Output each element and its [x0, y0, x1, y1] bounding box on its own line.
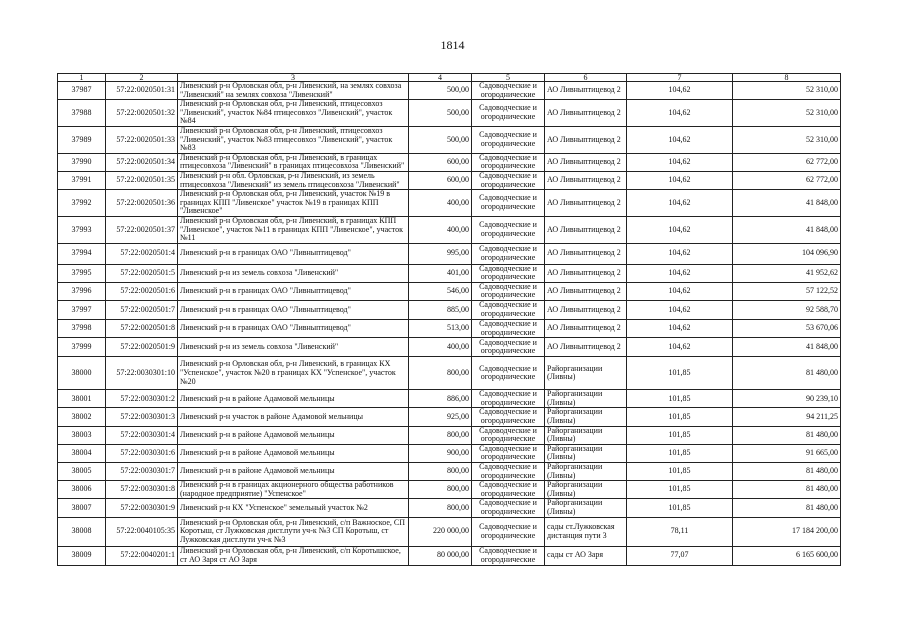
- table-row: [58, 426, 841, 444]
- cell-rate: 101,85: [627, 499, 733, 517]
- cell-row-number: 37996: [58, 282, 106, 300]
- cell-cadastral-value: 41 848,00: [733, 190, 841, 217]
- cell-land-use: Садоводческие и огороднические: [472, 320, 545, 338]
- cell-location: Ливенский р-н Орловская обл, р-н Ливенский, в границах птицесовхоза "Ливенский" в границах птицесовхоза "Ливенский": [178, 153, 409, 171]
- cell-owner: АО Ливныптицевод 2: [545, 216, 627, 243]
- cell-land-use: Садоводческие и огороднические: [472, 126, 545, 153]
- cell-row-number: 38001: [58, 390, 106, 408]
- cell-row-number: 38007: [58, 499, 106, 517]
- table-row: [58, 100, 841, 127]
- cell-location: Ливенский р-н Орловская обл, р-н Ливенский, участок №19 в границах КПП "Ливенское" участок №19 в границах КПП "Ливенское": [178, 190, 409, 217]
- cell-cadastral-value: 62 772,00: [733, 153, 841, 171]
- cell-rate: 104,62: [627, 126, 733, 153]
- cell-row-number: 37992: [58, 190, 106, 217]
- cell-area: 925,00: [409, 408, 472, 426]
- column-header: 4: [409, 74, 472, 82]
- cell-owner: АО Ливныптицевод 2: [545, 190, 627, 217]
- cell-cadastral-number: 57:22:0030301:6: [106, 444, 178, 462]
- cell-land-use: Садоводческие и огороднические: [472, 408, 545, 426]
- cell-cadastral-value: 81 480,00: [733, 357, 841, 390]
- cell-rate: 77,07: [627, 546, 733, 565]
- column-header: 2: [106, 74, 178, 82]
- table-header-row: [58, 74, 841, 82]
- cell-cadastral-number: 57:22:0040105:35: [106, 517, 178, 546]
- cell-land-use: Садоводческие и огороднические: [472, 357, 545, 390]
- cell-land-use: Садоводческие и огороднические: [472, 301, 545, 320]
- cell-rate: 104,62: [627, 216, 733, 243]
- cell-rate: 104,62: [627, 153, 733, 171]
- table-row: [58, 444, 841, 462]
- table-row: [58, 153, 841, 171]
- cell-row-number: 37990: [58, 153, 106, 171]
- cell-location: Ливенский р-н обл. Орловская, р-н Ливенский, из земель птицесовхоза "Ливенский" из земель птицесовхоза "Ливенский": [178, 171, 409, 189]
- cell-land-use: Садоводческие и огороднические: [472, 444, 545, 462]
- cell-owner: сады ст.Лужковская дистанция пути 3: [545, 517, 627, 546]
- cell-row-number: 37994: [58, 243, 106, 264]
- cell-rate: 101,85: [627, 481, 733, 499]
- cell-rate: 104,62: [627, 100, 733, 127]
- land-register-table: [57, 73, 841, 566]
- cell-land-use: Садоводческие и огороднические: [472, 463, 545, 481]
- cell-land-use: Садоводческие и огороднические: [472, 517, 545, 546]
- cell-area: 800,00: [409, 426, 472, 444]
- cell-cadastral-value: 62 772,00: [733, 171, 841, 189]
- cell-cadastral-number: 57:22:0020501:34: [106, 153, 178, 171]
- cell-area: 600,00: [409, 153, 472, 171]
- cell-cadastral-value: 53 670,06: [733, 320, 841, 338]
- cell-cadastral-number: 57:22:0030301:2: [106, 390, 178, 408]
- cell-row-number: 37995: [58, 264, 106, 282]
- cell-cadastral-number: 57:22:0030301:7: [106, 463, 178, 481]
- column-header: 1: [58, 74, 106, 82]
- cell-owner: Райорганизации (Ливны): [545, 481, 627, 499]
- cell-rate: 78,11: [627, 517, 733, 546]
- cell-cadastral-number: 57:22:0030301:3: [106, 408, 178, 426]
- cell-area: 900,00: [409, 444, 472, 462]
- cell-cadastral-value: 91 665,00: [733, 444, 841, 462]
- cell-owner: Райорганизации (Ливны): [545, 408, 627, 426]
- cell-location: Ливенский р-н в районе Адамовой мельницы: [178, 463, 409, 481]
- table-row: [58, 282, 841, 300]
- cell-area: 80 000,00: [409, 546, 472, 565]
- cell-cadastral-number: 57:22:0020501:37: [106, 216, 178, 243]
- cell-owner: АО Ливныптицевод 2: [545, 282, 627, 300]
- cell-owner: Райорганизации (Ливны): [545, 357, 627, 390]
- cell-row-number: 37989: [58, 126, 106, 153]
- cell-owner: АО Ливныптицевод 2: [545, 82, 627, 100]
- page-number: 1814: [440, 38, 465, 52]
- cell-owner: АО Ливныптицевод 2: [545, 338, 627, 357]
- cell-location: Ливенский р-н Орловская обл, р-н Ливенский, птицесовхоз "Ливенский", участок №84 птицесовхоз "Ливенский", участок №84: [178, 100, 409, 127]
- cell-cadastral-value: 52 310,00: [733, 126, 841, 153]
- cell-row-number: 38004: [58, 444, 106, 462]
- cell-land-use: Садоводческие и огороднические: [472, 82, 545, 100]
- cell-location: Ливенский р-н Орловская обл, р-н Ливенский, птицесовхоз "Ливенский", участок №83 птицесовхоз "Ливенский", участок №83: [178, 126, 409, 153]
- cell-owner: сады ст АО Заря: [545, 546, 627, 565]
- cell-land-use: Садоводческие и огороднические: [472, 264, 545, 282]
- table-row: [58, 499, 841, 517]
- cell-cadastral-value: 52 310,00: [733, 82, 841, 100]
- cell-location: Ливенский р-н в границах ОАО "Ливныптицевод": [178, 243, 409, 264]
- cell-cadastral-number: 57:22:0020501:33: [106, 126, 178, 153]
- cell-land-use: Садоводческие и огороднические: [472, 153, 545, 171]
- cell-cadastral-value: 41 848,00: [733, 216, 841, 243]
- cell-area: 513,00: [409, 320, 472, 338]
- cell-land-use: Садоводческие и огороднические: [472, 243, 545, 264]
- cell-location: Ливенский р-н в границах акционерного общества работников (народное предприятие) "Успенское": [178, 481, 409, 499]
- cell-area: 800,00: [409, 499, 472, 517]
- cell-cadastral-number: 57:22:0020501:6: [106, 282, 178, 300]
- cell-area: 400,00: [409, 216, 472, 243]
- cell-area: 401,00: [409, 264, 472, 282]
- cell-rate: 104,62: [627, 82, 733, 100]
- cell-owner: Райорганизации (Ливны): [545, 390, 627, 408]
- cell-row-number: 37998: [58, 320, 106, 338]
- cell-row-number: 38008: [58, 517, 106, 546]
- cell-rate: 104,62: [627, 282, 733, 300]
- cell-land-use: Садоводческие и огороднические: [472, 338, 545, 357]
- cell-location: Ливенский р-н Орловская обл, р-н Ливенский, на землях совхоза "Ливенский" на землях совхоза "Ливенский": [178, 82, 409, 100]
- cell-land-use: Садоводческие и огороднические: [472, 499, 545, 517]
- cell-area: 886,00: [409, 390, 472, 408]
- cell-location: Ливенский р-н в районе Адамовой мельницы: [178, 390, 409, 408]
- cell-location: Ливенский р-н в районе Адамовой мельницы: [178, 426, 409, 444]
- cell-row-number: 38002: [58, 408, 106, 426]
- cell-row-number: 38000: [58, 357, 106, 390]
- cell-owner: Райорганизации (Ливны): [545, 499, 627, 517]
- cell-owner: АО Ливныптицевод 2: [545, 153, 627, 171]
- column-header: 7: [627, 74, 733, 82]
- cell-area: 800,00: [409, 357, 472, 390]
- cell-owner: АО Ливныптицевод 2: [545, 301, 627, 320]
- cell-cadastral-number: 57:22:0030301:10: [106, 357, 178, 390]
- column-header: 6: [545, 74, 627, 82]
- cell-cadastral-value: 94 211,25: [733, 408, 841, 426]
- cell-area: 995,00: [409, 243, 472, 264]
- table-row: [58, 216, 841, 243]
- cell-location: Ливенский р-н участок в районе Адамовой мельницы: [178, 408, 409, 426]
- cell-cadastral-value: 52 310,00: [733, 100, 841, 127]
- cell-cadastral-value: 90 239,10: [733, 390, 841, 408]
- cell-row-number: 38006: [58, 481, 106, 499]
- cell-cadastral-value: 81 480,00: [733, 481, 841, 499]
- cell-area: 885,00: [409, 301, 472, 320]
- column-header: 8: [733, 74, 841, 82]
- cell-owner: Райорганизации (Ливны): [545, 426, 627, 444]
- table-row: [58, 517, 841, 546]
- cell-cadastral-number: 57:22:0040201:1: [106, 546, 178, 565]
- cell-row-number: 37991: [58, 171, 106, 189]
- cell-cadastral-value: 41 848,00: [733, 338, 841, 357]
- cell-location: Ливенский р-н Орловская обл, р-н Ливенский, с/п Коротышское, ст АО Заря ст АО Заря: [178, 546, 409, 565]
- cell-location: Ливенский р-н Орловская обл, р-н Ливенский, в границах КПП "Ливенское", участок №11 в границах КПП "Ливенское", участок №11: [178, 216, 409, 243]
- cell-row-number: 37988: [58, 100, 106, 127]
- cell-cadastral-number: 57:22:0020501:31: [106, 82, 178, 100]
- table-row: [58, 481, 841, 499]
- cell-rate: 104,62: [627, 264, 733, 282]
- cell-land-use: Садоводческие и огороднические: [472, 282, 545, 300]
- cell-location: Ливенский р-н в районе Адамовой мельницы: [178, 444, 409, 462]
- cell-cadastral-value: 92 588,70: [733, 301, 841, 320]
- cell-owner: Райорганизации (Ливны): [545, 444, 627, 462]
- cell-area: 500,00: [409, 100, 472, 127]
- cell-rate: 101,85: [627, 408, 733, 426]
- cell-rate: 101,85: [627, 444, 733, 462]
- table-row: [58, 320, 841, 338]
- cell-row-number: 38005: [58, 463, 106, 481]
- cell-location: Ливенский р-н из земель совхоза "Ливенский": [178, 264, 409, 282]
- cell-land-use: Садоводческие и огороднические: [472, 390, 545, 408]
- cell-rate: 104,62: [627, 171, 733, 189]
- cell-cadastral-number: 57:22:0020501:4: [106, 243, 178, 264]
- cell-area: 220 000,00: [409, 517, 472, 546]
- cell-area: 400,00: [409, 190, 472, 217]
- table-row: [58, 82, 841, 100]
- table-row: [58, 338, 841, 357]
- column-header: 5: [472, 74, 545, 82]
- cell-cadastral-number: 57:22:0030301:4: [106, 426, 178, 444]
- cell-location: Ливенский р-н в границах ОАО "Ливныптицевод": [178, 301, 409, 320]
- cell-cadastral-number: 57:22:0020501:9: [106, 338, 178, 357]
- cell-owner: АО Ливныптицевод 2: [545, 243, 627, 264]
- cell-cadastral-number: 57:22:0020501:8: [106, 320, 178, 338]
- cell-cadastral-number: 57:22:0030301:9: [106, 499, 178, 517]
- cell-land-use: Садоводческие и огороднические: [472, 426, 545, 444]
- cell-cadastral-number: 57:22:0020501:5: [106, 264, 178, 282]
- table-row: [58, 408, 841, 426]
- cell-land-use: Садоводческие и огороднические: [472, 546, 545, 565]
- cell-cadastral-value: 57 122,52: [733, 282, 841, 300]
- table-row: [58, 190, 841, 217]
- cell-row-number: 37987: [58, 82, 106, 100]
- cell-cadastral-value: 17 184 200,00: [733, 517, 841, 546]
- table-row: [58, 126, 841, 153]
- cell-cadastral-number: 57:22:0020501:32: [106, 100, 178, 127]
- cell-rate: 101,85: [627, 390, 733, 408]
- cell-land-use: Садоводческие и огороднические: [472, 171, 545, 189]
- cell-cadastral-value: 81 480,00: [733, 426, 841, 444]
- cell-location: Ливенский р-н из земель совхоза "Ливенский": [178, 338, 409, 357]
- cell-rate: 104,62: [627, 243, 733, 264]
- cell-cadastral-number: 57:22:0020501:35: [106, 171, 178, 189]
- cell-area: 800,00: [409, 481, 472, 499]
- cell-row-number: 38003: [58, 426, 106, 444]
- cell-land-use: Садоводческие и огороднические: [472, 100, 545, 127]
- table-row: [58, 463, 841, 481]
- cell-row-number: 37999: [58, 338, 106, 357]
- cell-land-use: Садоводческие и огороднические: [472, 481, 545, 499]
- cell-rate: 101,85: [627, 426, 733, 444]
- table-row: [58, 390, 841, 408]
- cell-rate: 104,62: [627, 320, 733, 338]
- cell-area: 500,00: [409, 126, 472, 153]
- cell-cadastral-value: 81 480,00: [733, 499, 841, 517]
- cell-cadastral-number: 57:22:0020501:7: [106, 301, 178, 320]
- cell-rate: 104,62: [627, 190, 733, 217]
- cell-row-number: 37997: [58, 301, 106, 320]
- cell-row-number: 37993: [58, 216, 106, 243]
- cell-owner: АО Ливныптицевод 2: [545, 320, 627, 338]
- cell-cadastral-value: 81 480,00: [733, 463, 841, 481]
- cell-area: 400,00: [409, 338, 472, 357]
- table-row: [58, 546, 841, 565]
- cell-row-number: 38009: [58, 546, 106, 565]
- cell-rate: 104,62: [627, 301, 733, 320]
- cell-owner: Райорганизации (Ливны): [545, 463, 627, 481]
- cell-rate: 101,85: [627, 463, 733, 481]
- cell-cadastral-number: 57:22:0020501:36: [106, 190, 178, 217]
- cell-cadastral-value: 6 165 600,00: [733, 546, 841, 565]
- cell-owner: АО Ливныптицевод 2: [545, 171, 627, 189]
- cell-area: 546,00: [409, 282, 472, 300]
- cell-area: 500,00: [409, 82, 472, 100]
- cell-rate: 104,62: [627, 338, 733, 357]
- cell-location: Ливенский р-н Орловская обл, р-н Ливенский, в границах КХ "Успенское", участок №20 в границах КХ "Успенское", участок №20: [178, 357, 409, 390]
- cell-location: Ливенский р-н в границах ОАО "Ливныптицевод": [178, 282, 409, 300]
- cell-land-use: Садоводческие и огороднические: [472, 216, 545, 243]
- table-row: [58, 301, 841, 320]
- table-row: [58, 357, 841, 390]
- cell-area: 800,00: [409, 463, 472, 481]
- cell-area: 600,00: [409, 171, 472, 189]
- cell-owner: АО Ливныптицевод 2: [545, 100, 627, 127]
- cell-location: Ливенский р-н КХ "Успенское" земельный участок №2: [178, 499, 409, 517]
- column-header: 3: [178, 74, 409, 82]
- cell-cadastral-number: 57:22:0030301:8: [106, 481, 178, 499]
- cell-land-use: Садоводческие и огороднические: [472, 190, 545, 217]
- cell-cadastral-value: 104 096,90: [733, 243, 841, 264]
- cell-location: Ливенский р-н в границах ОАО "Ливныптицевод": [178, 320, 409, 338]
- table-row: [58, 264, 841, 282]
- cell-owner: АО Ливныптицевод 2: [545, 264, 627, 282]
- table-row: [58, 243, 841, 264]
- cell-owner: АО Ливныптицевод 2: [545, 126, 627, 153]
- cell-cadastral-value: 41 952,62: [733, 264, 841, 282]
- cell-rate: 101,85: [627, 357, 733, 390]
- cell-location: Ливенский р-н Орловская обл, р-н Ливенский, с/п Важноское, СП Коротыш, ст Лужковская дист.пути уч-к №3 СП Коротыш, ст Лужковская дист.пути уч-к №3: [178, 517, 409, 546]
- table-row: [58, 171, 841, 189]
